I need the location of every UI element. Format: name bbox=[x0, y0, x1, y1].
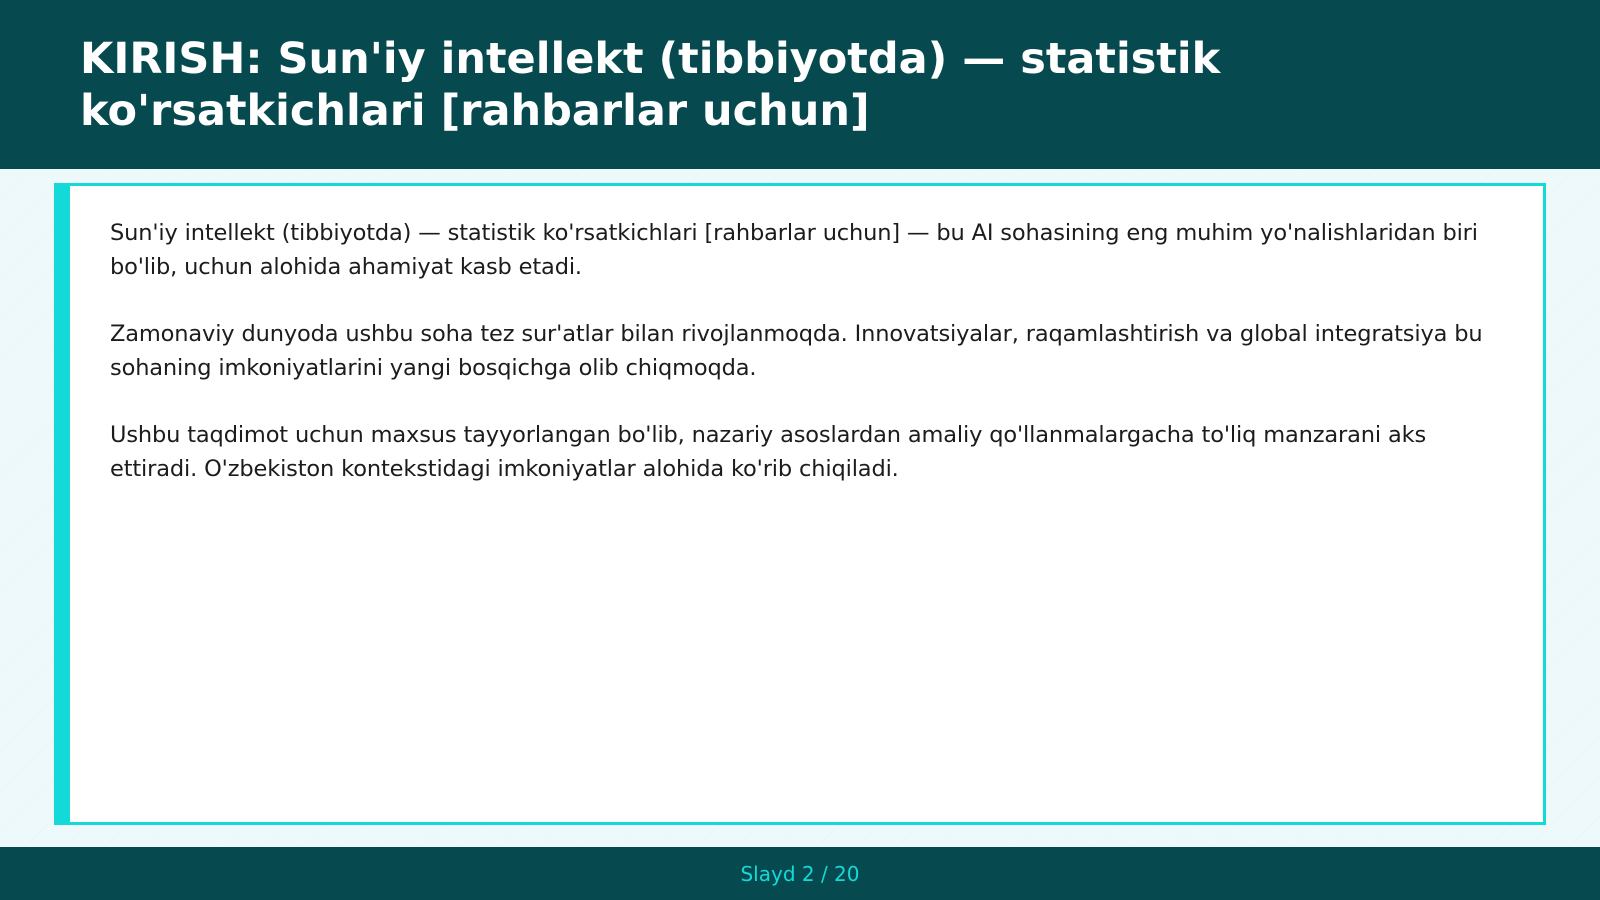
presentation-purpose-paragraph: Ushbu taqdimot uchun maxsus tayyorlangan bo'lib, nazariy asoslardan amaliy qo'llanmalargacha to'liq manzarani aks ettiradi. O'zbekiston kontekstidagi imkoniyatlar alohida ko'rib chiqiladi. bbox=[110, 422, 1427, 482]
slide-title: KIRISH: Sun'iy intellekt (tibbiyotda) — statistik ko'rsatkichlari [rahbarlar uchun] bbox=[80, 34, 1221, 136]
slide-footer bbox=[0, 847, 1600, 900]
content-card bbox=[54, 183, 1546, 825]
slide-header bbox=[0, 0, 1600, 169]
intro-paragraph: Sun'iy intellekt (tibbiyotda) — statistik ko'rsatkichlari [rahbarlar uchun] — bu AI sohasining eng muhim yo'nalishlaridan biri bo'lib, uchun alohida ahamiyat kasb etadi. bbox=[110, 220, 1478, 280]
slide-number: Slayd 2 / 20 bbox=[740, 861, 860, 886]
development-paragraph: Zamonaviy dunyoda ushbu soha tez sur'atlar bilan rivojlanmoqda. Innovatsiyalar, raqamlashtirish va global integratsiya bu sohaning imkoniyatlarini yangi bosqichga olib chiqmoqda. bbox=[110, 321, 1483, 381]
